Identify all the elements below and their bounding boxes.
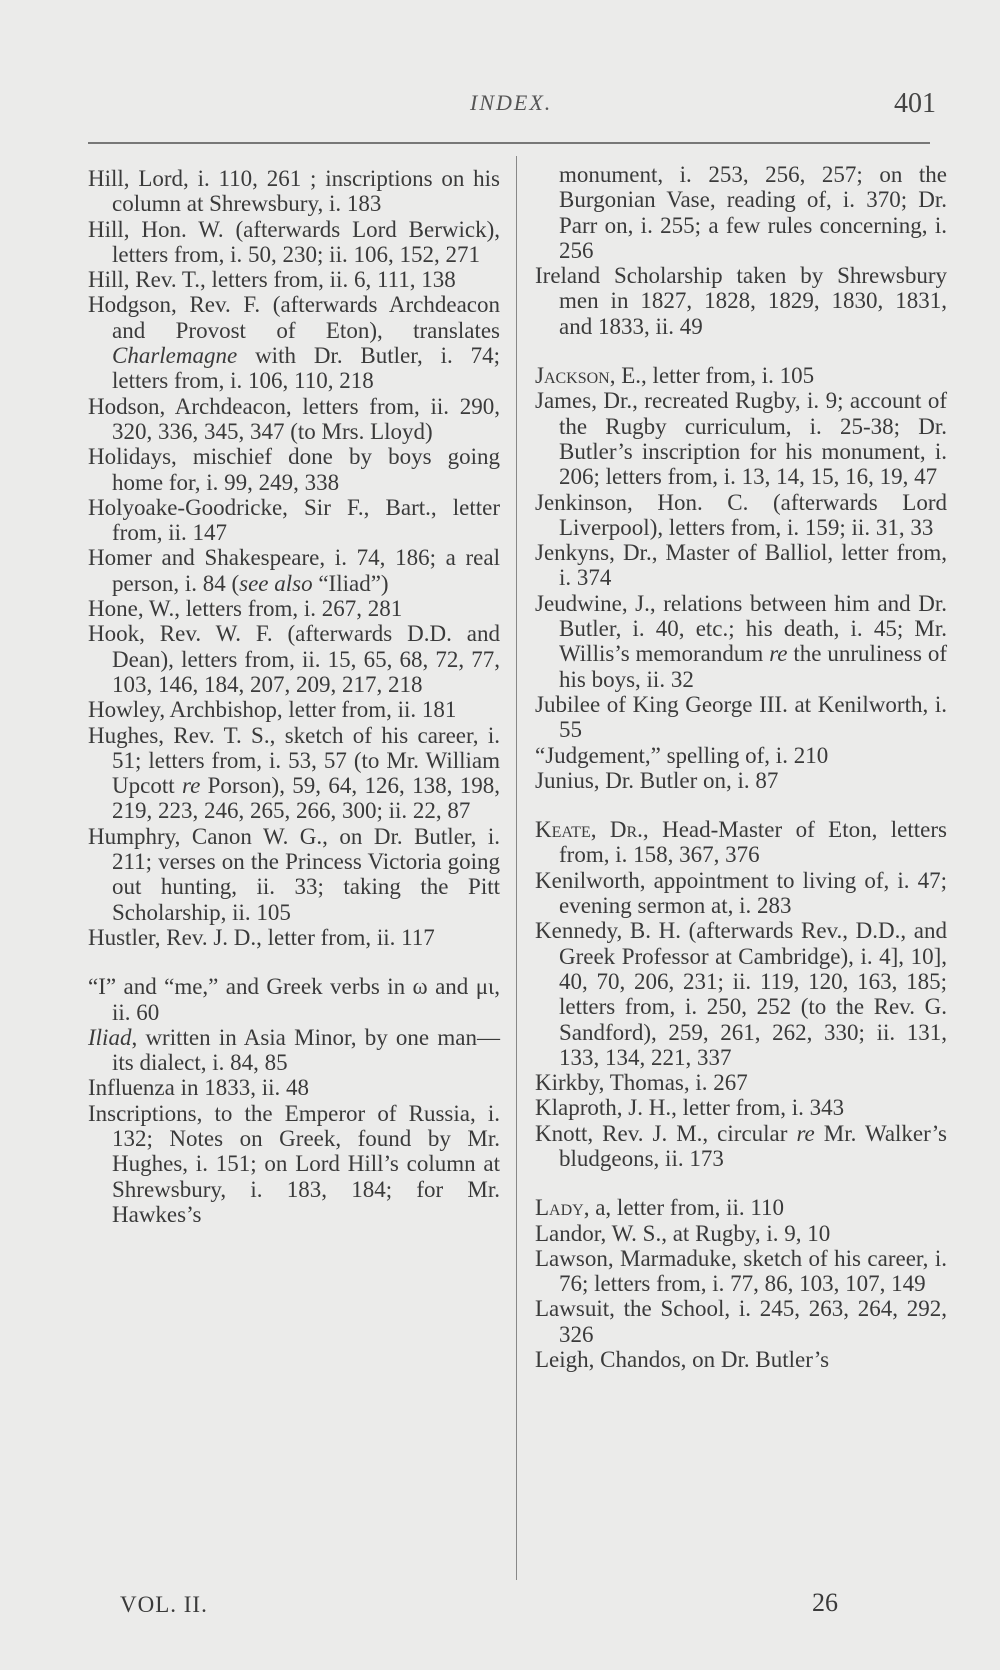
index-entry: “I” and “me,” and Greek verbs in ω and μι, ii. 60: [88, 974, 500, 1025]
index-entry: Hughes, Rev. T. S., sketch of his career, i. 51; letters from, i. 53, 57 (to Mr. William Upcott re Porson), 59, 64, 126, 138, 198, 219, 223, 246, 265, 266, 300; ii. 22, 87: [88, 722, 500, 824]
index-entry: Leigh, Chandos, on Dr. Butler’s: [535, 1347, 830, 1373]
index-entry: Kenilworth, appointment to living of, i. 47; evening sermon at, i. 283: [535, 867, 947, 919]
index-entry: Lawson, Marmaduke, sketch of his career, i. 76; letters from, i. 77, 86, 103, 107, 149: [535, 1245, 947, 1297]
index-entry: Inscriptions, to the Emperor of Russia, i. 132; Notes on Greek, found by Mr. Hughes, i. 151; on Lord Hill’s column at Shrewsbury, i. 183, 184; for Mr. Hawkes’s: [88, 1100, 500, 1227]
index-entry: Hill, Rev. T., letters from, ii. 6, 111, 138: [88, 267, 456, 293]
index-entry: James, Dr., recreated Rugby, i. 9; account of the Rugby curriculum, i. 25-38; Dr. Butler’s inscription for his monument, i. 206; letters from, i. 13, 14, 15, 16, 19, 47: [535, 388, 947, 490]
signature-mark: 26: [812, 1588, 838, 1617]
index-entry: Ireland Scholarship taken by Shrewsbury men in 1827, 1828, 1829, 1830, 1831, and 1833, ii. 49: [535, 263, 947, 339]
index-entry: Kennedy, B. H. (afterwards Rev., D.D., and Greek Professor at Cambridge), i. 4], 10], 40, 70, 206, 231; ii. 119, 120, 163, 185; letters from, i. 250, 252 (to the Rev. G. Sandford), 259, 261, 262, 330; ii. 131, 133, 134, 221, 337: [535, 918, 947, 1070]
index-entry: Klaproth, J. H., letter from, i. 343: [535, 1095, 845, 1121]
section-gap: [535, 793, 947, 817]
index-entry: Junius, Dr. Butler on, i. 87: [535, 767, 779, 793]
index-entry: Kirkby, Thomas, i. 267: [535, 1070, 748, 1096]
index-entry: Homer and Shakespeare, i. 74, 186; a real person, i. 84 (see also “Iliad”): [88, 545, 500, 596]
right-column: [535, 162, 947, 1372]
index-entry: Jenkyns, Dr., Master of Balliol, letter from, i. 374: [535, 540, 947, 591]
section-gap: [88, 950, 500, 974]
index-entry: Hone, W., letters from, i. 267, 281: [88, 596, 403, 622]
index-entry: Jeudwine, J., relations between him and Dr. Butler, i. 40, etc.; his death, i. 45; Mr. Willis’s memorandum re the unruliness of his boys, ii. 32: [535, 590, 947, 692]
section-gap: [535, 339, 947, 363]
index-entry: Jubilee of King George III. at Kenilworth, i. 55: [535, 691, 947, 743]
page-number: 401: [894, 88, 936, 119]
header-rule: [88, 142, 930, 144]
index-entry: Hustler, Rev. J. D., letter from, ii. 117: [88, 924, 435, 950]
index-entry: Knott, Rev. J. M., circular re Mr. Walker’s bludgeons, ii. 173: [535, 1120, 947, 1171]
left-column: [88, 166, 500, 1227]
index-entry: Influenza in 1833, ii. 48: [88, 1075, 310, 1101]
index-entry: Lady, a, letter from, ii. 110: [535, 1195, 785, 1221]
index-entry: Jackson, E., letter from, i. 105: [535, 363, 815, 389]
index-entry: Hook, Rev. W. F. (afterwards D.D. and Dean), letters from, ii. 15, 65, 68, 72, 77, 103, 146, 184, 207, 209, 217, 218: [88, 621, 500, 697]
volume-label: VOL. II.: [120, 1592, 208, 1617]
running-head: INDEX.: [470, 90, 553, 115]
index-entry: Hill, Hon. W. (afterwards Lord Berwick), letters from, i. 50, 230; ii. 106, 152, 271: [88, 216, 500, 267]
index-entry: Keate, Dr., Head-Master of Eton, letters from, i. 158, 367, 376: [535, 817, 947, 868]
index-entry: Holyoake-Goodricke, Sir F., Bart., letter from, ii. 147: [88, 494, 500, 546]
index-entry: Landor, W. S., at Rugby, i. 9, 10: [535, 1220, 831, 1246]
index-entry: “Judgement,” spelling of, i. 210: [535, 742, 829, 768]
index-entry: Hill, Lord, i. 110, 261 ; inscriptions on his column at Shrewsbury, i. 183: [88, 166, 500, 217]
index-entry: Iliad, written in Asia Minor, by one man—its dialect, i. 84, 85: [88, 1024, 500, 1076]
index-entry: Howley, Archbishop, letter from, ii. 181: [88, 697, 457, 723]
index-entry: Hodson, Archdeacon, letters from, ii. 290, 320, 336, 345, 347 (to Mrs. Lloyd): [88, 393, 500, 444]
index-entry: Holidays, mischief done by boys going home for, i. 99, 249, 338: [88, 444, 500, 495]
index-entry: Jenkinson, Hon. C. (afterwards Lord Liverpool), letters from, i. 159; ii. 31, 33: [535, 489, 947, 540]
index-entry: Hodgson, Rev. F. (afterwards Archdeacon and Provost of Eton), translates Charlemagne with Dr. Butler, i. 74; letters from, i. 106, 110, 218: [88, 292, 500, 394]
index-entry: Lawsuit, the School, i. 245, 263, 264, 292, 326: [535, 1296, 947, 1347]
index-entry: monument, i. 253, 256, 257; on the Burgonian Vase, reading of, i. 370; Dr. Parr on, i. 255; a few rules concerning, i. 256: [559, 162, 947, 263]
column-divider: [516, 156, 517, 1580]
section-gap: [535, 1171, 947, 1195]
index-entry: Humphry, Canon W. G., on Dr. Butler, i. 211; verses on the Princess Victoria going out hunting, ii. 33; taking the Pitt Scholarship, ii. 105: [88, 823, 500, 925]
